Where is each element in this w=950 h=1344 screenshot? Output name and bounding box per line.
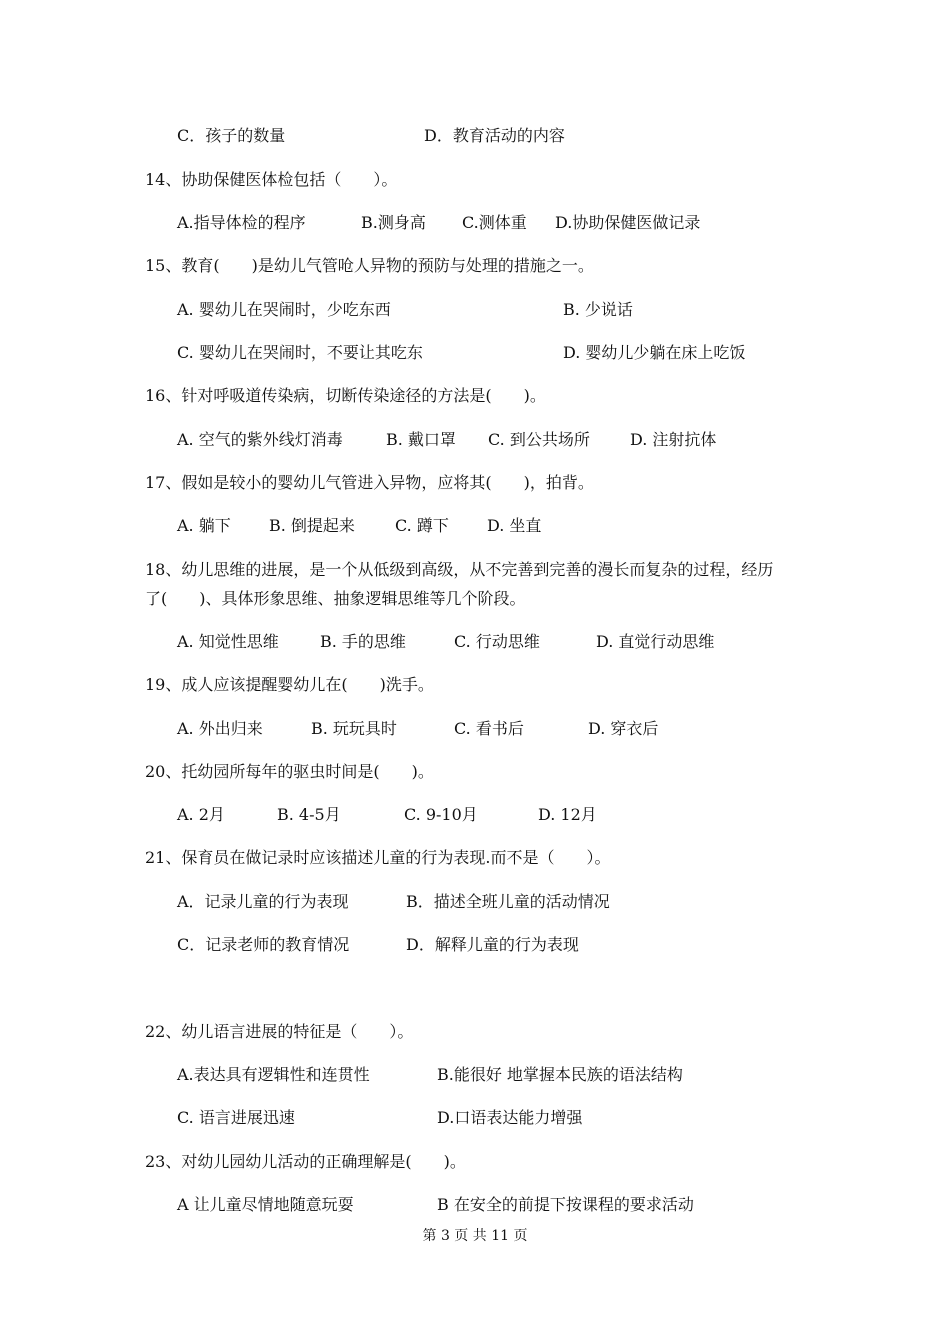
option-c: C.测体重	[462, 213, 527, 232]
question-16	[0, 383, 950, 409]
question-stem: 21、保育员在做记录时应该描述儿童的行为表现.而不是（ ）。	[145, 848, 611, 867]
option-c: C. 到公共场所	[488, 430, 590, 449]
option-d: D. 穿衣后	[588, 719, 659, 738]
question-stem: 23、对幼儿园幼儿活动的正确理解是( )。	[145, 1152, 466, 1171]
question-20-options	[0, 802, 950, 828]
option-a: A.指导体检的程序	[177, 213, 306, 232]
question-13-options-cd	[0, 123, 950, 149]
option-d: D．解释儿童的行为表现	[406, 935, 579, 954]
question-19	[0, 672, 950, 698]
question-stem: 20、托幼园所每年的驱虫时间是( )。	[145, 762, 434, 781]
question-15-options-ab	[0, 297, 950, 323]
question-19-options	[0, 716, 950, 742]
question-stem: 17、假如是较小的婴幼儿气管进入异物，应将其( )，拍背。	[145, 473, 594, 492]
option-b: B. 倒提起来	[269, 516, 355, 535]
question-stem-continued: 了( )、具体形象思维、抽象逻辑思维等几个阶段。	[145, 589, 526, 608]
question-stem: 22、幼儿语言进展的特征是（ ）。	[145, 1022, 414, 1041]
option-a: A. 躺下	[177, 516, 231, 535]
option-a: A 让儿童尽情地随意玩耍	[177, 1195, 354, 1214]
option-a: A. 2月	[177, 805, 225, 824]
option-a: A. 空气的紫外线灯消毒	[177, 430, 343, 449]
question-21	[0, 845, 950, 871]
question-22	[0, 1019, 950, 1045]
question-stem: 19、成人应该提醒婴幼儿在( )洗手。	[145, 675, 434, 694]
option-c: C．孩子的数量	[177, 126, 286, 145]
option-c: C. 语言进展迅速	[177, 1108, 295, 1127]
question-18-options	[0, 629, 950, 655]
option-d: D. 坐直	[487, 516, 542, 535]
question-22-options-ab	[0, 1062, 950, 1088]
question-stem: 15、教育( )是幼儿气管呛人异物的预防与处理的措施之一。	[145, 256, 594, 275]
question-stem: 16、针对呼吸道传染病，切断传染途径的方法是( )。	[145, 386, 546, 405]
option-a: A．记录儿童的行为表现	[177, 892, 349, 911]
option-b: B.测身高	[361, 213, 426, 232]
option-a: A.表达具有逻辑性和连贯性	[177, 1065, 370, 1084]
option-a: A. 外出归来	[177, 719, 263, 738]
option-a: A. 知觉性思维	[177, 632, 279, 651]
option-a: A. 婴幼儿在哭闹时，少吃东西	[177, 300, 391, 319]
question-16-options	[0, 427, 950, 453]
option-d: D. 直觉行动思维	[596, 632, 715, 651]
question-18-line-2	[0, 586, 950, 612]
question-17-options	[0, 513, 950, 539]
question-stem: 14、协助保健医体检包括（ ）。	[145, 170, 398, 189]
question-18-line-1	[0, 557, 950, 583]
option-b: B. 少说话	[563, 300, 633, 319]
question-15-options-cd	[0, 340, 950, 366]
option-d: D. 12月	[538, 805, 597, 824]
question-14-options	[0, 210, 950, 236]
option-b: B. 戴口罩	[386, 430, 456, 449]
option-d: D.协助保健医做记录	[555, 213, 701, 232]
question-stem: 18、幼儿思维的进展，是一个从低级到高级，从不完善到完善的漫长而复杂的过程，经历	[145, 560, 774, 579]
option-d: D. 婴幼儿少躺在床上吃饭	[563, 343, 746, 362]
option-c: C. 蹲下	[395, 516, 449, 535]
question-21-options-ab	[0, 889, 950, 915]
option-b: B. 4-5月	[277, 805, 341, 824]
option-b: B.能很好 地掌握本民族的语法结构	[437, 1065, 683, 1084]
option-d: D．教育活动的内容	[424, 126, 565, 145]
option-c: C. 看书后	[454, 719, 524, 738]
question-21-options-cd	[0, 932, 950, 958]
question-20	[0, 759, 950, 785]
question-14	[0, 167, 950, 193]
question-23-options-ab	[0, 1192, 950, 1218]
option-d: D.口语表达能力增强	[437, 1108, 583, 1127]
option-b: B. 玩玩具时	[311, 719, 397, 738]
option-b: B．描述全班儿童的活动情况	[406, 892, 610, 911]
question-15	[0, 253, 950, 279]
option-c: C．记录老师的教育情况	[177, 935, 350, 954]
option-b: B 在安全的前提下按课程的要求活动	[437, 1195, 694, 1214]
option-b: B. 手的思维	[320, 632, 406, 651]
option-c: C. 婴幼儿在哭闹时，不要让其吃东	[177, 343, 423, 362]
question-17	[0, 470, 950, 496]
option-c: C. 行动思维	[454, 632, 540, 651]
option-d: D. 注射抗体	[630, 430, 717, 449]
page-number-footer: 第 3 页 共 11 页	[422, 1228, 528, 1244]
option-c: C. 9-10月	[404, 805, 478, 824]
question-23	[0, 1149, 950, 1175]
question-22-options-cd	[0, 1105, 950, 1131]
